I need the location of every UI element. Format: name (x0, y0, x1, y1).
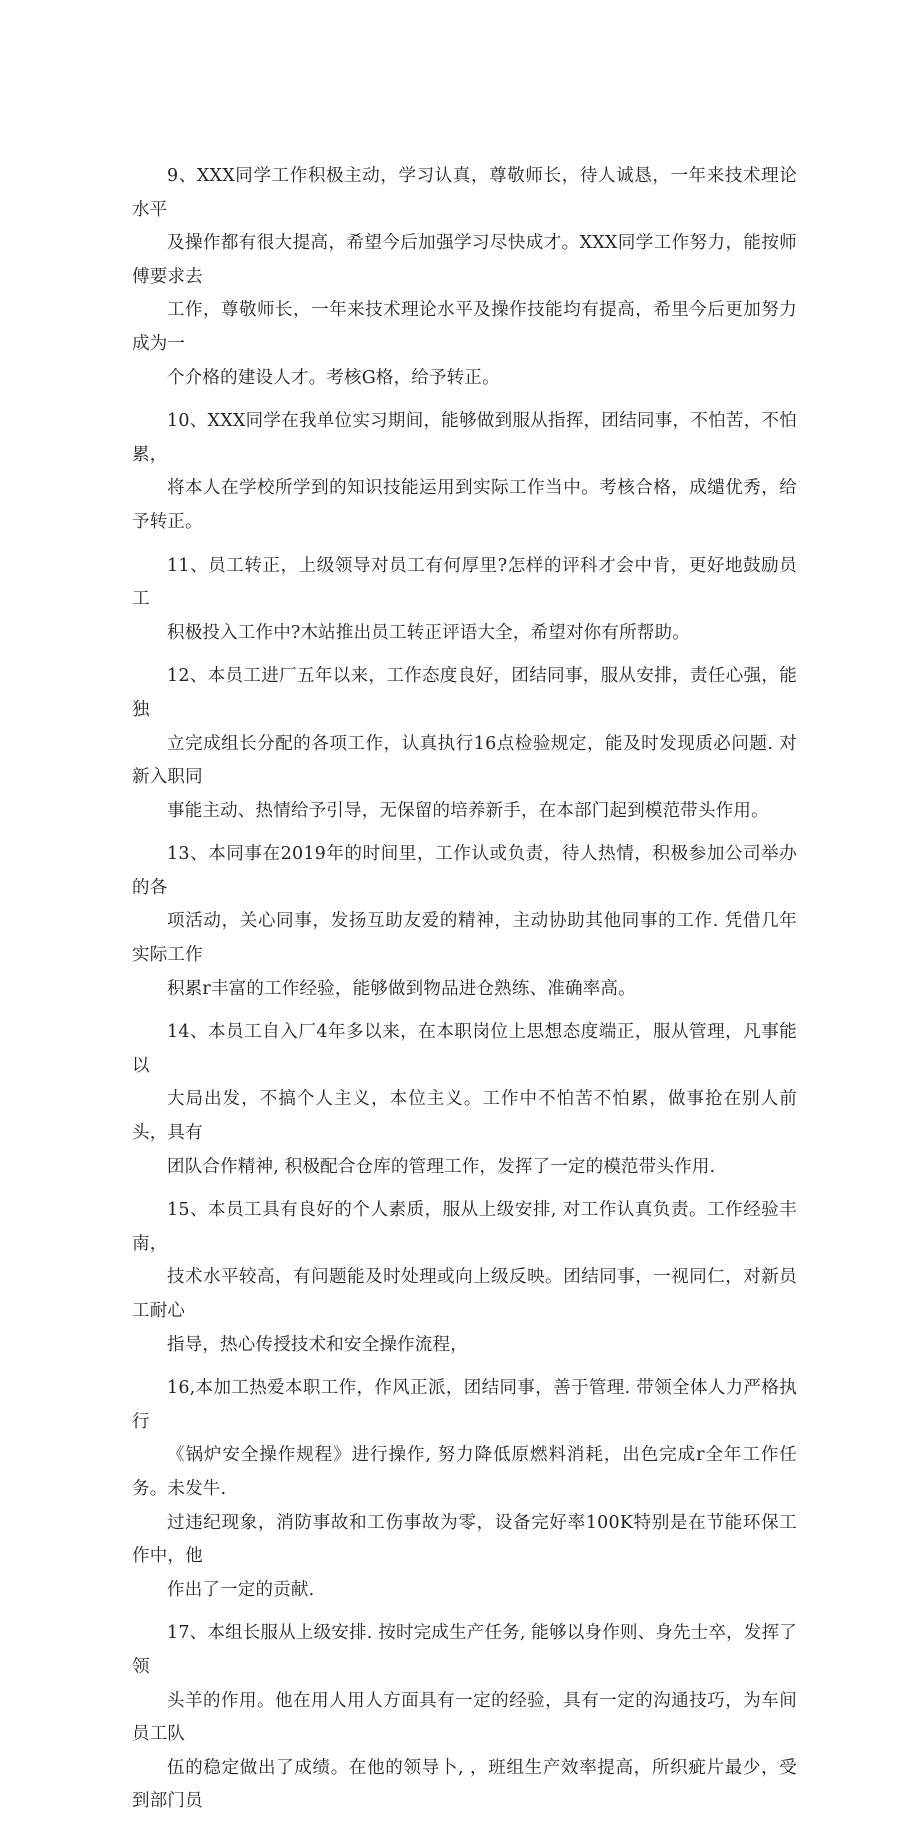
paragraph-line: 项活动，关心同事，发扬互助友爱的精神，主动协助其他同事的工作. 凭借几年实际工作 (132, 911, 797, 966)
paragraph-line: 15、本员工具有良好的个人素质，服从上级安排, 对工作认真负责。工作经验丰南， (132, 1200, 797, 1254)
document-body (132, 160, 797, 1829)
paragraph-11 (132, 550, 797, 651)
paragraph-line: 将本人在学校所学到的知识技能运用到实际工作当中。考核合格，成缱优秀，给予转正。 (132, 478, 797, 532)
paragraph-line: 16,本加工热爱本职工作，作风正派，团结同事，善于管理. 带领全体人力严格执行 (132, 1378, 797, 1432)
paragraph-12 (132, 660, 797, 828)
paragraph-16 (132, 1372, 797, 1607)
paragraph-line: 事能主动、热情给予引导，无保留的培养新手，在本部门起到模范带头作用。 (167, 800, 769, 821)
paragraph-line: 大局出发，不搞个人主义，本位主义。工作中不怕苦不怕累，做事抢在别人前头，具有 (132, 1089, 797, 1144)
paragraph-line: 立完成组长分配的各项工作，认真执行16点检验规定，能及时发现质必问题. 对新入职同 (132, 733, 797, 788)
paragraph-line: 个介格的建设人才。考核G格，给予转正。 (167, 367, 500, 388)
paragraph-line: 积累r丰富的工作经验，能够做到物品进仓熟练、准确率高。 (167, 978, 636, 999)
paragraph-line: 14、本员工自入厂4年多以来，在本职岗位上思想态度端正，服从管理，凡事能以 (132, 1022, 797, 1076)
paragraph-line: 工作，尊敬师长，一年来技术理论水平及操作技能均有提高，希里今后更加努力成为一 (132, 300, 797, 354)
paragraph-line: 伍的稳定做出了成绩。在他的领导卜, ，班组生产效率提高，所织疵片最少，受到部门员 (132, 1757, 797, 1812)
paragraph-line: 作出了一定的贡献. (167, 1579, 315, 1600)
paragraph-line: 17、本组长服从上级安排. 按时完成生产任务, 能够以身作则、身先士卒，发挥了领 (132, 1623, 797, 1677)
paragraph-13 (132, 838, 797, 1006)
paragraph-line: 12、本员工进厂五年以来，工作态度良好，团结同事，服从安排，责任心强，能独 (132, 666, 797, 720)
paragraph-15 (132, 1194, 797, 1362)
paragraph-9 (132, 160, 797, 395)
paragraph-14 (132, 1016, 797, 1184)
paragraph-17 (132, 1617, 797, 1819)
paragraph-line: 技术水平较高，有问题能及时处理或向上级反映。团结同事，一视同仁，对新员工耐心 (132, 1267, 797, 1321)
paragraph-10 (132, 405, 797, 539)
paragraph-line: 指导，热心传授技术和安全操作流程， (167, 1334, 468, 1355)
paragraph-line: 头羊的作用。他在用人用人方面具有一定的经验，具有一定的沟通技巧，为车间员工队 (132, 1690, 797, 1745)
paragraph-line: 《锅炉安全操作规程》进行操作, 努力降低原燃料消耗，出色完成r全年工作任务。未发牛. (132, 1445, 797, 1499)
paragraph-line: 及操作都有很大提高，希望今后加强学习尽快成才。XXX同学工作努力，能按师傅要求去 (132, 233, 797, 287)
paragraph-line: 11、员工转正，上级领导对员工有何厚里?怎样的评科才会中肯，更好地鼓励员工 (132, 555, 797, 610)
paragraph-line: 13、本同事在2019年的时间里，工作认或负责，待人热情，积极参加公司举办的各 (132, 844, 797, 898)
paragraph-line: 团队合作精神, 积极配合仓库的管理工作，发挥了一定的模范带头作用. (167, 1156, 716, 1177)
paragraph-line: 9、XXX同学工作积极主动，学习认真，尊敬师长，待人诚恳，一年来技术理论水平 (132, 166, 797, 220)
paragraph-line: 10、XXX同学在我单位实习期间，能够做到服从指挥，团结同事，不怕苦，不怕累， (132, 411, 797, 465)
paragraph-line: 过违纪现象，消防事故和工伤事故为零，设备完好率100K特别是在节能环保工作中，他 (132, 1512, 797, 1567)
paragraph-line: 积极投入工作中?木站推出员工转正评语大全，希望对你有所帮助。 (167, 622, 690, 643)
